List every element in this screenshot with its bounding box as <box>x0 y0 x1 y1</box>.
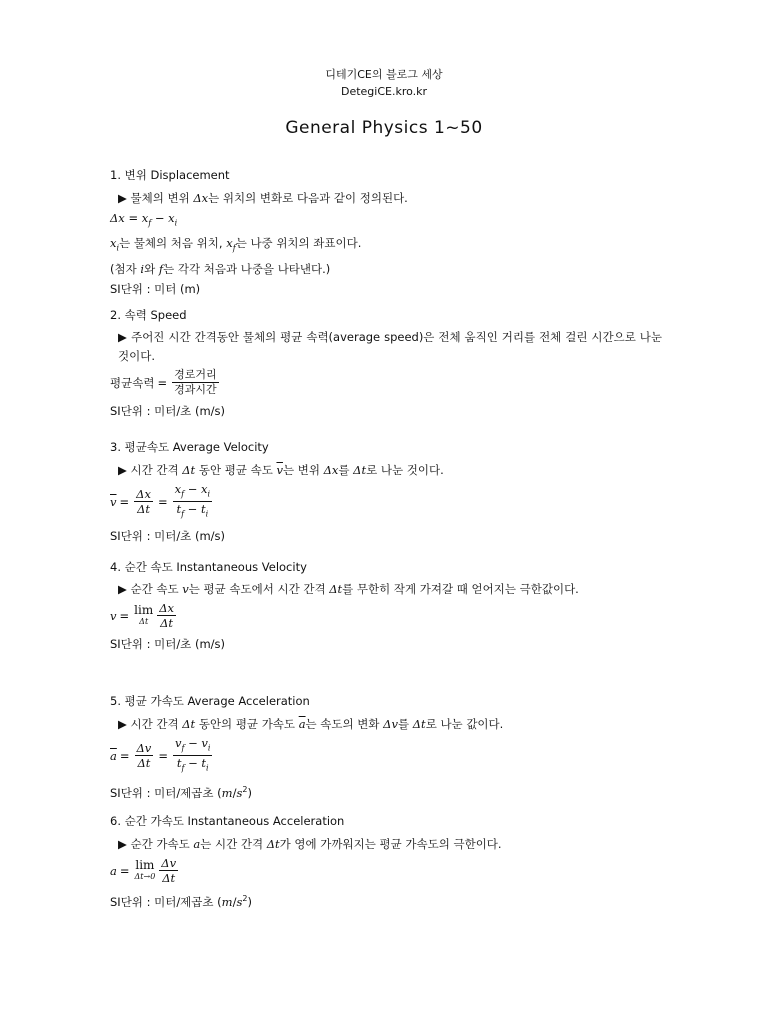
section-instantaneous-acceleration <box>110 812 662 912</box>
definition-text: ▶ 순간 속도 v는 평균 속도에서 시간 간격 Δt를 무한히 작게 가져갈 때 얻어지는 극한값이다. <box>118 582 579 596</box>
section-title: 2. 속력 Speed <box>110 308 187 322</box>
section-instantaneous-velocity <box>110 558 662 654</box>
section-displacement <box>110 166 662 299</box>
definition-text: ▶ 순간 가속도 a는 시간 간격 Δt가 영에 가까워지는 평균 가속도의 극한이다. <box>118 837 502 851</box>
denominator: 경과시간 <box>174 383 217 396</box>
si-unit: SI단위 : 미터/초 (m/s) <box>110 404 225 418</box>
section-average-velocity <box>110 438 662 546</box>
subscript-note: (첨자 i와 f는 각각 처음과 나중을 나타낸다.) <box>110 261 331 276</box>
section-title: 3. 평균속도 Average Velocity <box>110 440 269 454</box>
formula-left: 평균속력 <box>110 375 155 390</box>
average-velocity-formula: $\overline{v}$ = $\frac{\Delta x}{\Delta t}$ = $\frac{x_f - x_i}{t_f - t_i}$ <box>110 482 211 519</box>
si-unit: SI단위 : 미터 (m) <box>110 281 201 296</box>
section-speed <box>110 306 662 421</box>
average-acceleration-formula: $\overline{a}$ = $\frac{\Delta v}{\Delta t}$ = $\frac{v_f - v_i}{t_f - t_i}$ <box>110 736 211 773</box>
si-unit: SI단위 : 미터/제곱초 $(m/s^2)$ <box>110 784 252 800</box>
blog-url: DetegiCE.kro.kr <box>340 85 428 98</box>
definition-text: ▶ 주어진 시간 간격동안 물체의 평균 속력(average speed)은 전체 움직인 거리를 전체 걸린 시간으로 나눈 것이다. <box>118 330 662 363</box>
definition-text: ▶ 물체의 변위 Δx는 위치의 변화로 다음과 같이 정의된다. <box>118 191 408 205</box>
si-unit: SI단위 : 미터/제곱초 $(m/s^2)$ <box>110 894 252 909</box>
instantaneous-acceleration-formula: a = lim Δt→0 $\frac{\Delta v}{\Delta t}$ <box>110 856 177 885</box>
instantaneous-velocity-formula: v = lim Δt $\frac{\Delta x}{\Delta t}$ <box>110 601 174 630</box>
si-unit: SI단위 : 미터/초 (m/s) <box>110 528 225 543</box>
numerator: 경로거리 <box>174 368 217 381</box>
definition-text: ▶ 시간 간격 Δt 동안의 평균 가속도 $\overline{a}$는 속도의 변화 Δv를 Δt로 나눈 값이다. <box>118 717 504 731</box>
document-title: General Physics 1~50 <box>285 118 483 138</box>
definition-text: ▶ 시간 간격 Δt 동안 평균 속도 $\overline{v}$는 변위 Δx를 Δt로 나눈 것이다. <box>118 463 444 477</box>
speed-formula: 평균속력 = $\frac{\text{경로거리}}{\text{경과시간}}$ <box>110 368 217 396</box>
fraction <box>172 368 219 397</box>
section-title: 5. 평균 가속도 Average Acceleration <box>110 694 310 708</box>
position-description: $x_i$는 물체의 처음 위치, $x_f$는 나중 위치의 좌표이다. <box>110 236 362 253</box>
displacement-formula: $\Delta x = x_f - x_i$ <box>110 211 178 228</box>
blog-name: 디테기CE의 블로그 세상 <box>325 68 443 81</box>
section-average-acceleration <box>110 692 662 802</box>
section-title: 6. 순간 가속도 Instantaneous Acceleration <box>110 814 345 828</box>
section-title: 4. 순간 속도 Instantaneous Velocity <box>110 560 307 574</box>
section-title: 1. 변위 Displacement <box>110 168 230 182</box>
si-unit: SI단위 : 미터/초 (m/s) <box>110 637 225 651</box>
blog-header <box>0 66 768 100</box>
